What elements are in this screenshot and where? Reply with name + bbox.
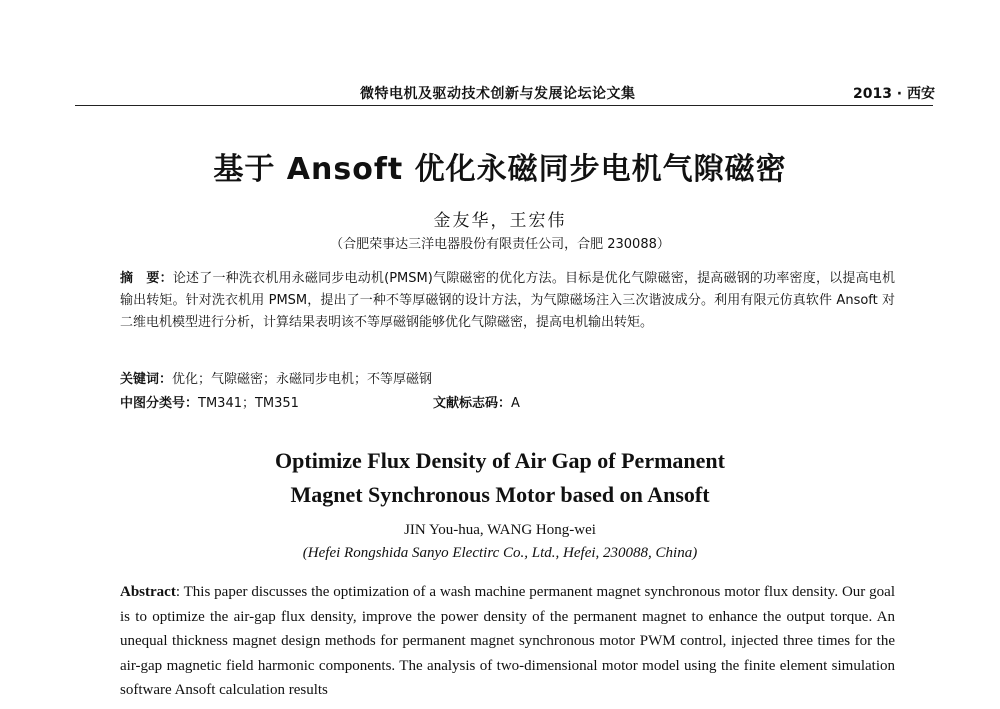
affiliation-chinese: （合肥荣事达三洋电器股份有限责任公司，合肥 230088）	[330, 237, 670, 252]
keywords-chinese-text: 优化；气隙磁密；永磁同步电机；不等厚磁钢	[172, 372, 433, 387]
document-code	[433, 392, 520, 411]
affiliation-english: (Hefei Rongshida Sanyo Electirc Co., Ltd., Hefei, 230088, China)	[302, 545, 698, 561]
title-english-line1: Optimize Flux Density of Air Gap of Permanent	[275, 448, 725, 473]
title-english-line2: Magnet Synchronous Motor based on Ansoft	[290, 482, 710, 507]
clc-code	[120, 396, 299, 411]
keywords-chinese	[120, 368, 895, 387]
year-place: 2013 · 西安	[852, 86, 935, 102]
title-chinese: 基于 Ansoft 优化永磁同步电机气隙磁密	[213, 152, 787, 187]
abstract-english-sep: :	[175, 584, 184, 600]
doc-label: 文献标志码：	[433, 396, 512, 411]
keywords-chinese-label: 关键词：	[120, 372, 173, 387]
title-english	[0, 444, 1000, 512]
clc-value: TM341；TM351	[198, 396, 299, 411]
authors-english: JIN You-hua, WANG Hong-wei	[404, 522, 596, 538]
clc-label: 中图分类号：	[120, 396, 199, 411]
doc-value: A	[511, 396, 520, 411]
abstract-chinese-text: 论述了一种洗衣机用永磁同步电动机(PMSM)气隙磁密的优化方法。目标是优化气隙磁密，提高磁钢的功率密度，以提高电机输出转矩。针对洗衣机用 PMSM，提出了一种不等厚磁钢的设计方法，为气隙磁场注入三次谐波成分。利用有限元仿真软件 Ansoft 对二维电机模型进行分析，计算结果表明该不等厚磁钢能够优化气隙磁密，提高电机输出转矩。	[120, 271, 895, 330]
header-rule	[75, 105, 933, 106]
abstract-english-label: Abstract	[120, 584, 176, 600]
journal-name: 微特电机及驱动技术创新与发展论坛论文集	[360, 86, 636, 102]
authors-chinese: 金友华，王宏伟	[433, 211, 567, 231]
abstract-english-text: This paper discusses the optimization of a wash machine permanent magnet synchronous motor flux density. Our goal is to optimize the air-gap flux density, improve the power density of the permanent magnet to enhance the output torque. An unequal thickness magnet design methods for permanent magnet synchronous motor PWM control, injected three times for the air-gap magnetic field harmonic components. The analysis of two-dimensional motor model using the finite element simulation software Ansoft calculation results	[120, 584, 895, 698]
running-header	[75, 83, 935, 103]
abstract-chinese	[120, 268, 895, 334]
abstract-english	[120, 580, 895, 703]
classification-row	[120, 392, 895, 412]
abstract-chinese-label: 摘 要：	[120, 271, 173, 286]
